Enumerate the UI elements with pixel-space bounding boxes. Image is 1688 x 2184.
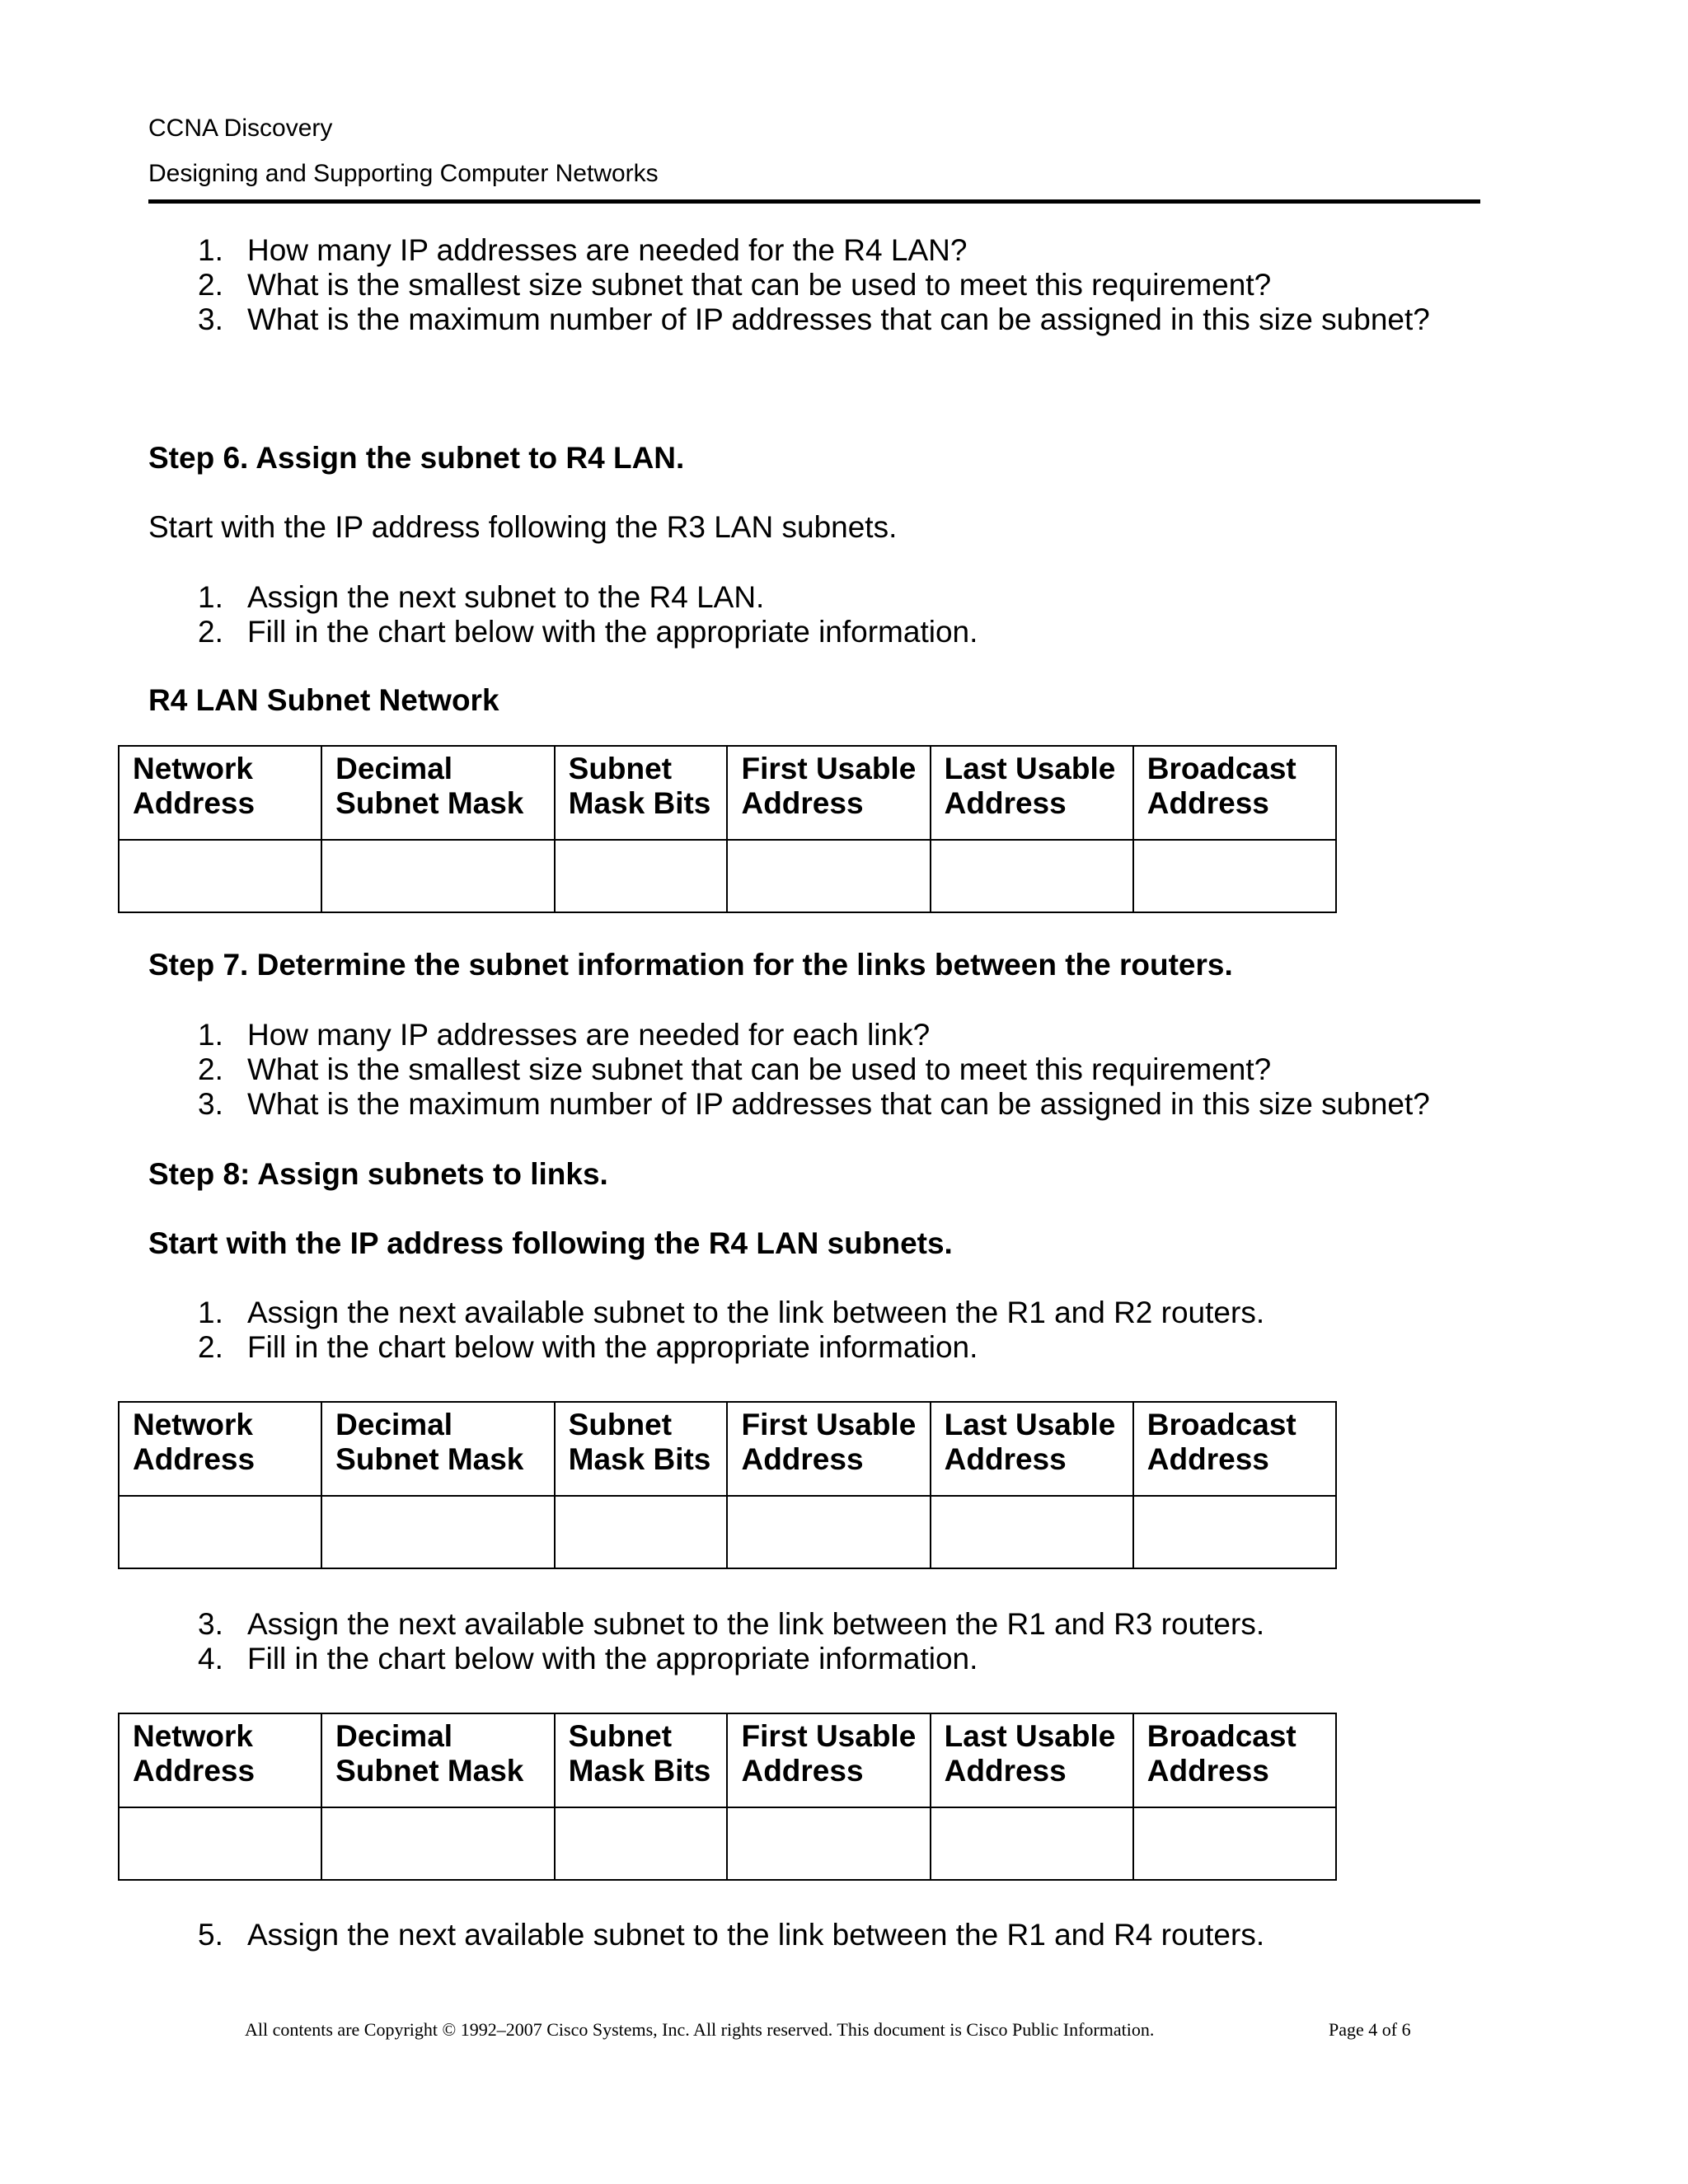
col-network-address: Network Address bbox=[119, 1402, 321, 1496]
col-decimal-subnet-mask: Decimal Subnet Mask bbox=[321, 746, 554, 840]
table-cell[interactable] bbox=[931, 1807, 1133, 1880]
footer-page-number: Page 4 of 6 bbox=[1329, 2019, 1411, 2040]
step6-intro: Start with the IP address following the R3 LAN subnets. bbox=[148, 510, 898, 544]
table-cell[interactable] bbox=[119, 1807, 321, 1880]
list-item: 1. Assign the next subnet to the R4 LAN. bbox=[198, 580, 765, 614]
col-network-address: Network Address bbox=[119, 746, 321, 840]
list-item: 4. Fill in the chart below with the appropriate information. bbox=[198, 1642, 978, 1675]
list-item: 2. What is the smallest size subnet that can be used to meet this requirement? bbox=[198, 1052, 1272, 1086]
r1-r2-link-table bbox=[118, 1401, 1337, 1569]
col-broadcast-address: Broadcast Address bbox=[1133, 1713, 1336, 1807]
step8-list-a bbox=[198, 1296, 1264, 1365]
r4-lan-questions bbox=[198, 233, 1430, 337]
table-row bbox=[119, 840, 1336, 912]
col-first-usable-address: First Usable Address bbox=[727, 1402, 930, 1496]
table-cell[interactable] bbox=[119, 840, 321, 912]
table-cell[interactable] bbox=[727, 1807, 930, 1880]
col-decimal-subnet-mask: Decimal Subnet Mask bbox=[321, 1713, 554, 1807]
list-item: 1. How many IP addresses are needed for the R4 LAN? bbox=[198, 233, 968, 267]
table-cell[interactable] bbox=[1133, 1496, 1336, 1568]
step8-subtitle: Start with the IP address following the R4 LAN subnets. bbox=[148, 1226, 953, 1260]
table-cell[interactable] bbox=[321, 1807, 554, 1880]
step6-heading: Step 6. Assign the subnet to R4 LAN. bbox=[148, 441, 685, 475]
table-cell[interactable] bbox=[931, 840, 1133, 912]
table-cell[interactable] bbox=[321, 840, 554, 912]
step8-list-c bbox=[198, 1918, 1264, 1952]
header-rule bbox=[148, 199, 1480, 204]
table-cell[interactable] bbox=[321, 1496, 554, 1568]
r4-table-title: R4 LAN Subnet Network bbox=[148, 683, 499, 717]
col-decimal-subnet-mask: Decimal Subnet Mask bbox=[321, 1402, 554, 1496]
step7-list bbox=[198, 1018, 1430, 1122]
r4-lan-subnet-table bbox=[118, 745, 1337, 913]
list-item: 2. What is the smallest size subnet that can be used to meet this requirement? bbox=[198, 268, 1272, 302]
table-cell[interactable] bbox=[555, 1496, 728, 1568]
col-first-usable-address: First Usable Address bbox=[727, 746, 930, 840]
table-cell[interactable] bbox=[727, 840, 930, 912]
col-broadcast-address: Broadcast Address bbox=[1133, 1402, 1336, 1496]
table-cell[interactable] bbox=[555, 1807, 728, 1880]
list-item: 3. Assign the next available subnet to the link between the R1 and R3 routers. bbox=[198, 1607, 1265, 1641]
table-cell[interactable] bbox=[931, 1496, 1133, 1568]
r1-r3-link-table bbox=[118, 1713, 1337, 1881]
step8-list-b bbox=[198, 1607, 1264, 1676]
step7-heading: Step 7. Determine the subnet information for the links between the routers. bbox=[148, 948, 1233, 982]
col-network-address: Network Address bbox=[119, 1713, 321, 1807]
table-cell[interactable] bbox=[119, 1496, 321, 1568]
col-last-usable-address: Last Usable Address bbox=[931, 1713, 1133, 1807]
col-first-usable-address: First Usable Address bbox=[727, 1713, 930, 1807]
list-item: 1. How many IP addresses are needed for each link? bbox=[198, 1018, 931, 1052]
col-last-usable-address: Last Usable Address bbox=[931, 1402, 1133, 1496]
header-course: CCNA Discovery bbox=[148, 115, 333, 142]
table-row bbox=[119, 1807, 1336, 1880]
table-cell[interactable] bbox=[1133, 1807, 1336, 1880]
list-item: 2. Fill in the chart below with the appropriate information. bbox=[198, 1330, 978, 1364]
col-last-usable-address: Last Usable Address bbox=[931, 746, 1133, 840]
table-cell[interactable] bbox=[555, 840, 728, 912]
step6-list bbox=[198, 580, 978, 649]
header-subtitle: Designing and Supporting Computer Networks bbox=[148, 160, 659, 187]
col-broadcast-address: Broadcast Address bbox=[1133, 746, 1336, 840]
list-item: 3. What is the maximum number of IP addresses that can be assigned in this size subnet? bbox=[198, 1087, 1430, 1121]
table-row bbox=[119, 1496, 1336, 1568]
step8-heading: Step 8: Assign subnets to links. bbox=[148, 1157, 608, 1191]
list-item: 5. Assign the next available subnet to the link between the R1 and R4 routers. bbox=[198, 1918, 1265, 1952]
footer-copyright: All contents are Copyright © 1992–2007 Cisco Systems, Inc. All rights reserved. This document is Cisco Public Information. bbox=[245, 2019, 1155, 2040]
list-item: 1. Assign the next available subnet to the link between the R1 and R2 routers. bbox=[198, 1296, 1265, 1329]
table-cell[interactable] bbox=[1133, 840, 1336, 912]
list-item: 3. What is the maximum number of IP addresses that can be assigned in this size subnet? bbox=[198, 302, 1430, 336]
col-subnet-mask-bits: Subnet Mask Bits bbox=[555, 1713, 728, 1807]
table-cell[interactable] bbox=[727, 1496, 930, 1568]
col-subnet-mask-bits: Subnet Mask Bits bbox=[555, 746, 728, 840]
col-subnet-mask-bits: Subnet Mask Bits bbox=[555, 1402, 728, 1496]
list-item: 2. Fill in the chart below with the appropriate information. bbox=[198, 615, 978, 649]
